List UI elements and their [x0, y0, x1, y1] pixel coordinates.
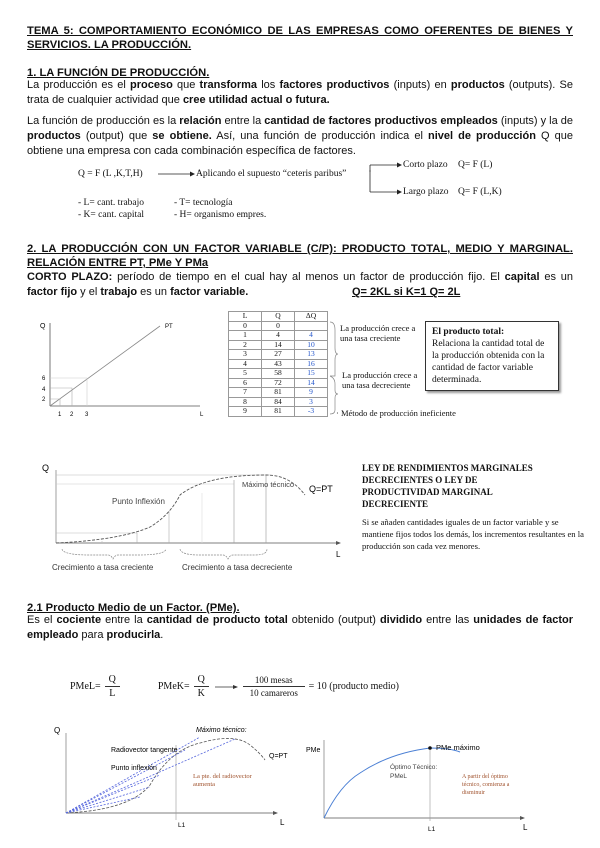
average-product-formulas	[70, 673, 399, 700]
bold-text: factores productivos	[279, 79, 390, 91]
ceteris-paribus-text: Aplicando el supuesto “ceteris paribus”	[196, 169, 347, 179]
long-term-label: Largo plazo	[403, 187, 449, 197]
table-cell: 14	[262, 340, 295, 350]
table-cell: 81	[262, 407, 295, 417]
production-formula: Q = F (L ,K,T,H)	[78, 169, 143, 179]
table-cell: 7	[229, 388, 262, 398]
bold-text: producirla	[106, 629, 161, 641]
table-cell: -3	[295, 407, 328, 417]
table-row	[229, 378, 328, 388]
table-row	[229, 407, 328, 417]
text: Es el	[27, 614, 57, 626]
table-cell: 8	[229, 397, 262, 407]
graph2-growth-decreasing: Crecimiento a tasa decreciente	[182, 563, 293, 572]
bold-text: cree utilidad actual o futura.	[182, 94, 330, 106]
short-term-label: Corto plazo	[403, 160, 448, 170]
short-term-paragraph	[27, 270, 573, 300]
graph4-max-label: PMe máximo	[436, 743, 480, 752]
text: (inputs) en	[389, 79, 451, 91]
box-title: El producto total:	[432, 327, 505, 337]
bold-text: CORTO PLAZO:	[27, 271, 113, 283]
short-term-text	[27, 271, 573, 298]
example-fraction	[243, 674, 305, 699]
bold-text: cantidad de producto total	[146, 614, 288, 626]
table-cell: 1	[229, 331, 262, 341]
table-row	[229, 369, 328, 379]
pmek-label: PMeK=	[157, 681, 190, 692]
graph1-curve-label: PT	[165, 324, 173, 330]
table-cell: 14	[295, 378, 328, 388]
table-cell: 2	[229, 340, 262, 350]
bold-text: se obtiene.	[152, 130, 212, 142]
bold-text: trabajo	[100, 286, 138, 298]
short-term-equation: Q= 2KL si K=1 Q= 2L	[352, 286, 461, 298]
table-cell: 0	[262, 321, 295, 331]
graph3-x-label: L	[280, 818, 285, 827]
text: (outputs). Se trata de cualquier actividad que	[27, 79, 573, 106]
graph4-y-label: PMe	[306, 747, 321, 754]
table-cell: 13	[295, 350, 328, 360]
table-cell: 5	[229, 369, 262, 379]
graph2-curve-label: Q=PT	[309, 484, 333, 494]
table-cell: 43	[262, 359, 295, 369]
bold-text: factor variable.	[170, 286, 249, 298]
box-text: Relaciona la cantidad total de la producción obtenida con la cantidad de factor variable determinada.	[432, 339, 545, 385]
table-cell: 9	[295, 388, 328, 398]
table-cell: 58	[262, 369, 295, 379]
document-title: TEMA 5: COMPORTAMIENTO ECONÓMICO DE LAS EMPRESAS COMO OFERENTES DE BIENES Y SERVICIOS. LA PRODUCCIÓN.	[27, 25, 573, 51]
pmel-label: PMeL=	[70, 681, 101, 692]
table-cell: 16	[295, 359, 328, 369]
table-cell: 84	[262, 397, 295, 407]
table-row	[229, 359, 328, 369]
text: La producción es el	[27, 79, 130, 91]
bold-text: productos	[27, 130, 81, 142]
production-table	[228, 311, 328, 417]
denominator: 10 camareros	[249, 688, 298, 698]
total-product-s-curve-graph	[30, 455, 350, 590]
law-text: Si se añaden cantidades iguales de un factor variable y se mantiene fijos todos los demás, los incrementos resultantes en la producción son cada vez menores.	[362, 517, 584, 551]
graph3-l1: L1	[178, 822, 186, 829]
legend-l: - L= cant. trabajo	[78, 198, 145, 208]
table-cell: 4	[295, 331, 328, 341]
text: entre las	[422, 614, 474, 626]
text: La función de producción es la	[27, 115, 180, 127]
section-1-paragraph-1	[27, 78, 573, 108]
graph1-y-label: Q	[40, 323, 46, 330]
note-inefficient: · Método de producción ineficiente	[336, 408, 456, 418]
graph1-xtick: 2	[70, 412, 74, 418]
denominator: L	[109, 688, 116, 699]
note-inefficient-text: Método de producción ineficiente	[340, 408, 456, 418]
numerator: 100 mesas	[243, 674, 305, 687]
legend-k: - K= cant. capital	[78, 210, 145, 220]
note-increasing-rate: La producción crece a una tasa creciente	[340, 323, 416, 343]
graph1-xtick: 1	[58, 412, 62, 418]
graph4-optimum-label: Óptimo Técnico: PMeL	[390, 764, 438, 780]
bold-text: cociente	[56, 614, 102, 626]
table-cell: 81	[262, 388, 295, 398]
graph2-max-label: Máximo técnico	[242, 480, 295, 489]
legend-t: - T= tecnología	[174, 198, 233, 208]
bold-text: dividido	[379, 614, 423, 626]
graph3-curve-label: Q=PT	[269, 753, 288, 760]
bold-text: transforma	[199, 79, 258, 91]
numerator: Q	[105, 673, 120, 687]
table-header: L	[229, 312, 262, 322]
graph1-ytick: 6	[42, 376, 46, 382]
table-cell: 0	[229, 321, 262, 331]
section-2-1-heading: 2.1 Producto Medio de un Factor. (PMe).	[27, 602, 240, 614]
graph1-x-label: L	[200, 412, 204, 418]
graph2-inflection-label: Punto Inflexión	[112, 497, 165, 506]
graph1-xtick: 3	[85, 412, 89, 418]
legend-h: - H= organismo empres.	[174, 210, 267, 220]
text: Así, una función de producción indica el	[211, 130, 428, 142]
text: los	[257, 79, 280, 91]
table-cell: 72	[262, 378, 295, 388]
section-2-heading: 2. LA PRODUCCIÓN CON UN FACTOR VARIABLE (C/P): PRODUCTO TOTAL, MEDIO Y MARGINAL. RELACIÓN ENTRE PT, PMe Y PMa	[27, 243, 573, 269]
text: es un	[137, 286, 171, 298]
table-cell: 15	[295, 369, 328, 379]
graph3-max-label: Máximo técnico:	[196, 727, 247, 734]
table-cell: 9	[229, 407, 262, 417]
graph1-ytick: 2	[42, 397, 46, 403]
average-product-graph	[300, 715, 550, 835]
graph1-ytick: 4	[42, 387, 46, 393]
text: y el	[77, 286, 101, 298]
table-cell: 3	[229, 350, 262, 360]
bold-text: unidades de factor empleado	[27, 614, 574, 641]
text: .	[160, 629, 164, 641]
q-over-k	[194, 673, 209, 700]
bold-text: nivel de producción	[427, 130, 536, 142]
table-header: Q	[262, 312, 295, 322]
graph2-x-label: L	[336, 550, 341, 559]
average-product-result: = 10 (producto medio)	[308, 681, 399, 692]
text: entre la	[221, 115, 265, 127]
text: período de tiempo en el cual hay al menos un factor de producción fijo. El	[112, 271, 505, 283]
text: (output) que	[80, 130, 153, 142]
radiovector-graph	[50, 715, 300, 835]
bold-text: productos	[450, 79, 505, 91]
long-term-formula: Q= F (L,K)	[458, 187, 502, 197]
arrow-icon	[213, 683, 239, 691]
graph2-y-label: Q	[42, 463, 50, 473]
graph3-tangent-label: Radiovector tangente	[111, 747, 178, 754]
text: es un	[539, 271, 573, 283]
table-cell: 10	[295, 340, 328, 350]
table-row	[229, 331, 328, 341]
section-1-heading: 1. LA FUNCIÓN DE PRODUCCIÓN.	[27, 67, 210, 79]
bold-text: factor fijo	[27, 286, 78, 298]
average-product-paragraph	[27, 613, 573, 643]
text: que	[172, 79, 200, 91]
denominator: K	[197, 688, 205, 699]
short-term-formula: Q= F (L)	[458, 160, 493, 170]
total-product-box	[425, 321, 559, 391]
q-over-l	[105, 673, 120, 700]
table-cell	[295, 321, 328, 331]
text: entre la	[101, 614, 147, 626]
table-cell: 3	[295, 397, 328, 407]
graph3-y-label: Q	[54, 726, 61, 735]
note-decreasing-rate: La producción crece a una tasa decreciente	[342, 370, 418, 390]
table-cell: 27	[262, 350, 295, 360]
numerator: Q	[194, 673, 209, 687]
table-row	[229, 388, 328, 398]
graph3-note: La pte. del radiovector aumenta	[193, 773, 252, 788]
bold-text: capital	[504, 271, 540, 283]
table-header: ΔQ	[295, 312, 328, 322]
text: Q que obtiene una empresa con cada combinación específica de factores.	[27, 130, 574, 157]
table-cell: 4	[262, 331, 295, 341]
graph3-inflection-label: Punto inflexión	[111, 765, 157, 772]
law-title: LEY DE RENDIMIENTOS MARGINALES DECRECIENTES O LEY DE PRODUCTIVIDAD MARGINAL DECRECIENTE	[362, 463, 533, 509]
table-row	[229, 397, 328, 407]
text: (inputs) y la de	[497, 115, 573, 127]
graph2-growth-increasing: Crecimiento a tasa creciente	[52, 563, 154, 572]
table-cell: 6	[229, 378, 262, 388]
graph4-l1: L1	[428, 826, 436, 833]
text: para	[78, 629, 107, 641]
production-function-diagram	[0, 160, 600, 220]
graph4-note: A partir del óptimo técnico, comienza a disminuir	[462, 774, 510, 796]
bold-text: relación	[179, 115, 222, 127]
text: obtenido (output)	[287, 614, 380, 626]
graph4-x-label: L	[523, 823, 528, 832]
linear-total-product-graph	[35, 318, 210, 418]
bold-text: proceso	[130, 79, 173, 91]
bold-text: cantidad de factores productivos empleados	[264, 115, 498, 127]
table-row	[229, 340, 328, 350]
table-row	[229, 321, 328, 331]
section-1-paragraph-2	[27, 114, 573, 159]
table-row	[229, 350, 328, 360]
table-cell: 4	[229, 359, 262, 369]
table-braces	[328, 320, 340, 420]
